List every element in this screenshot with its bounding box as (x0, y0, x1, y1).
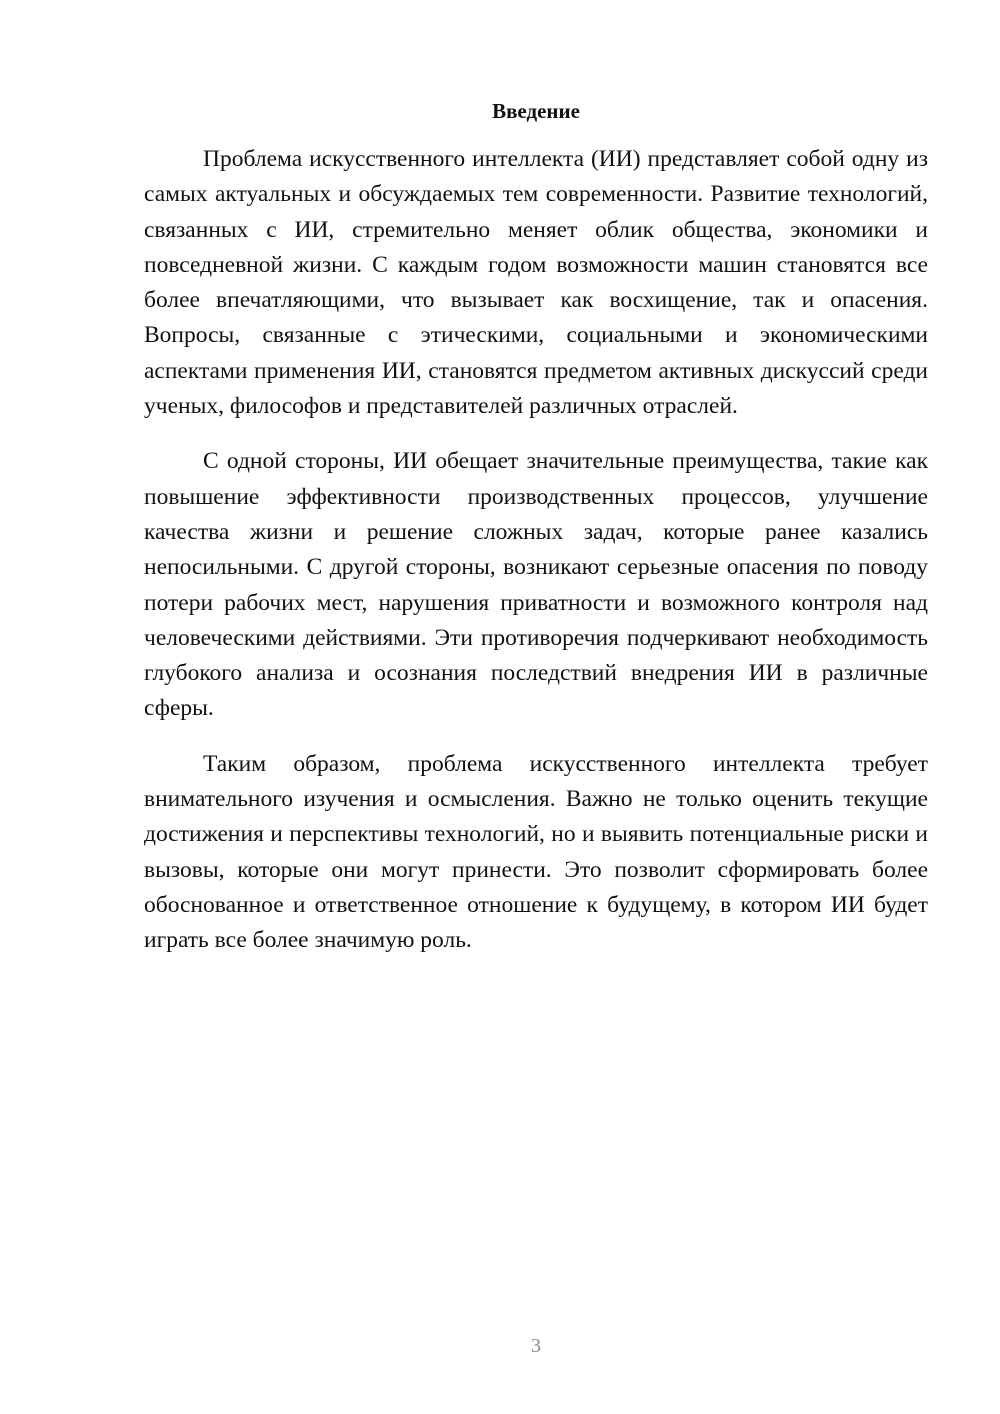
paragraph-2: С одной стороны, ИИ обещает значительные преимущества, такие как повышение эффективности производственных процессов, улучшение качества жизни и решение сложных задач, которые ранее казались непосильными. С другой стороны, возникают серьезные опасения по поводу потери рабочих мест, нарушения приватности и возможного контроля над человеческими действиями. Эти противоречия подчеркивают необходимость глубокого анализа и осознания последствий внедрения ИИ в различные сферы. (144, 448, 928, 722)
section-title: Введение (492, 99, 580, 123)
page-number: 3 (531, 1335, 541, 1357)
paragraph-1: Проблема искусственного интеллекта (ИИ) представляет собой одну из самых актуальных и обсуждаемых тем современности. Развитие технологий, связанных с ИИ, стремительно меняет облик общества, экономики и повседневной жизни. С каждым годом возможности машин становятся все более впечатляющими, что вызывает как восхищение, так и опасения. Вопросы, связанные с этическими, социальными и экономическими аспектами применения ИИ, становятся предметом активных дискуссий среди ученых, философов и представителей различных отраслей. (144, 146, 928, 420)
paragraph-3: Таким образом, проблема искусственного интеллекта требует внимательного изучения и осмысления. Важно не только оценить текущие достижения и перспективы технологий, но и выявить потенциальные риски и вызовы, которые они могут принести. Это позволит сформировать более обоснованное и ответственное отношение к будущему, в котором ИИ будет играть все более значимую роль. (144, 750, 928, 954)
body-text (144, 142, 928, 979)
